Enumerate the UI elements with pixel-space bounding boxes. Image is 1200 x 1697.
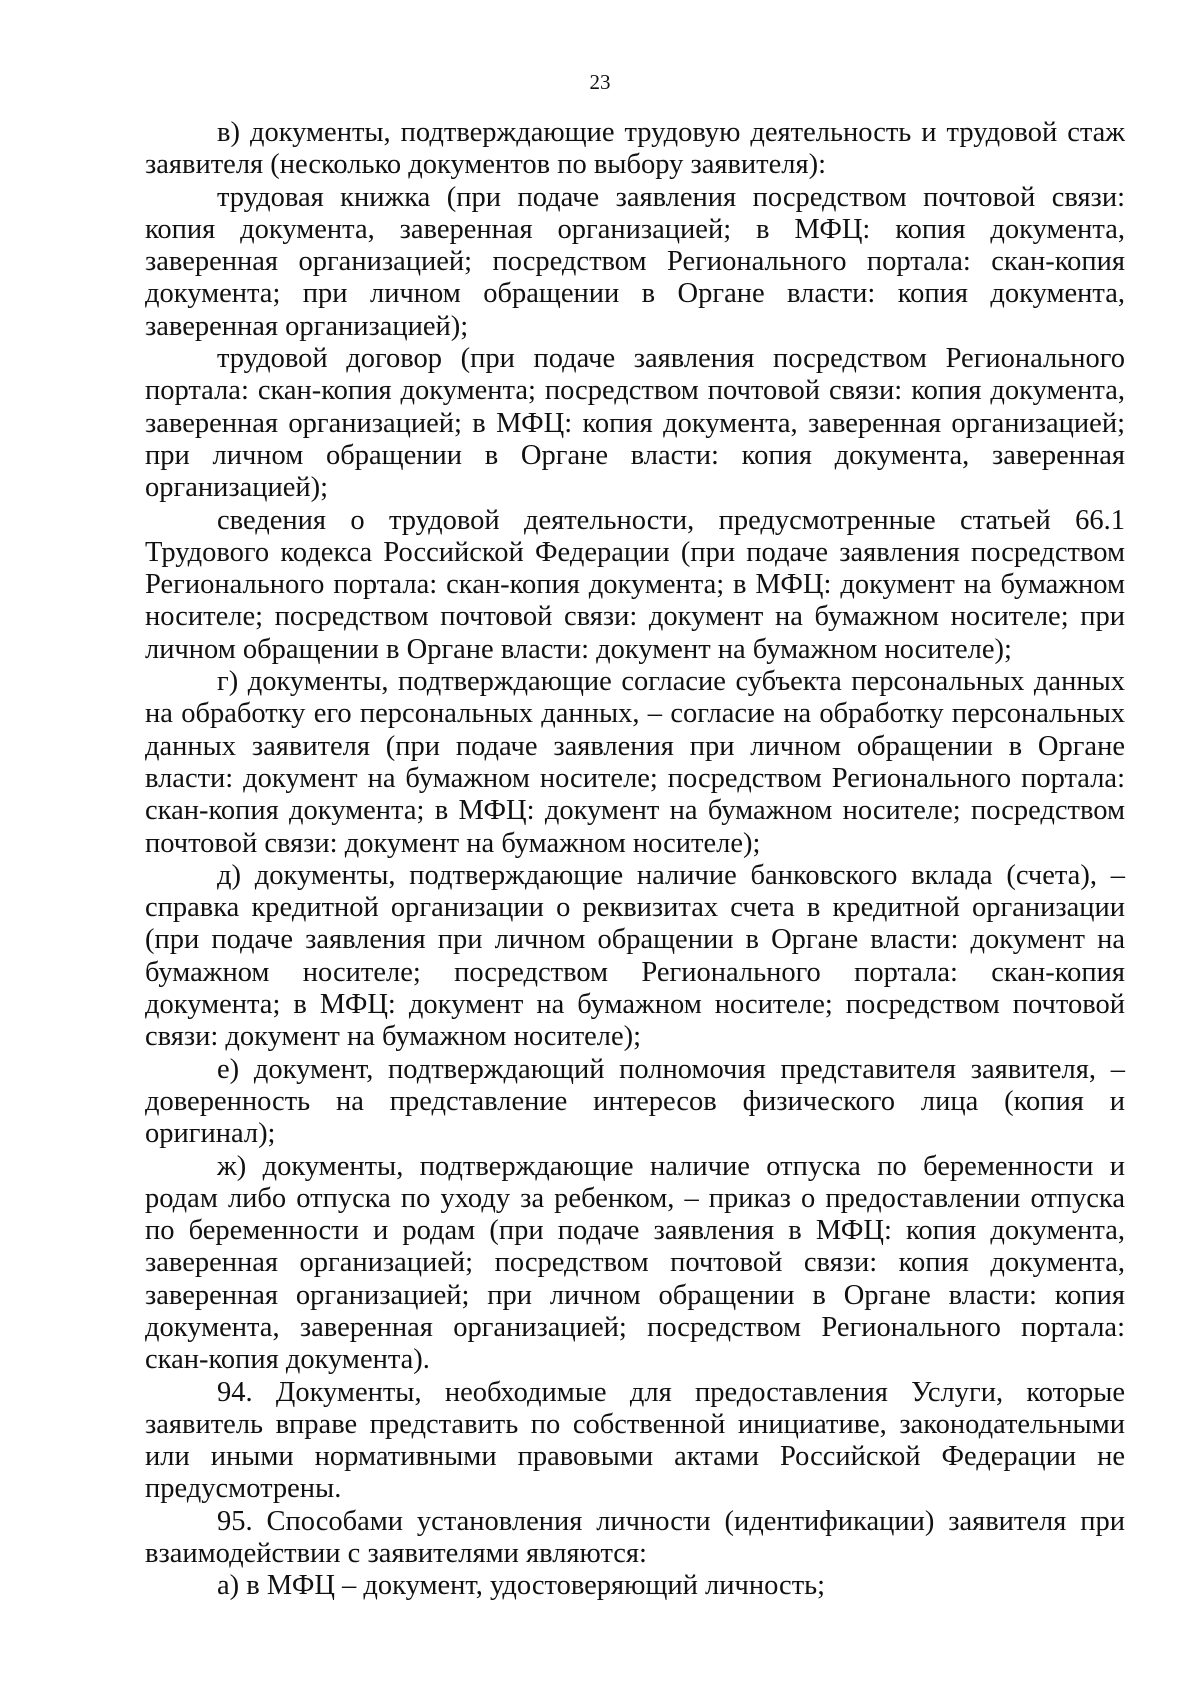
paragraph-labor-book: трудовая книжка (при подаче заявления посредством почтовой связи: копия документа, заверенная организацией; в МФЦ: копия документа, заверенная организацией; посредством Регионального портала: скан-копия документа; при личном обращении в Органе власти: копия документа, заверенная организацией);	[145, 181, 1125, 342]
page-number: 23	[589, 70, 611, 94]
paragraph-95: 95. Способами установления личности (идентификации) заявителя при взаимодействии с заявителями являются:	[145, 1505, 1125, 1570]
paragraph-item-v: в) документы, подтверждающие трудовую деятельность и трудовой стаж заявителя (несколько документов по выбору заявителя):	[145, 117, 1125, 181]
paragraph-item-zh: ж) документы, подтверждающие наличие отпуска по беременности и родам либо отпуска по уходу за ребенком, – приказ о предоставлении отпуска по беременности и родам (при подаче заявления в МФЦ: копия документа, заверенная организацией; посредством почтовой связи: копия документа, заверенная организацией; при личном обращении в Органе власти: копия документа, заверенная организацией; посредством Регионального портала: скан-копия документа).	[145, 1150, 1125, 1376]
paragraph-94: 94. Документы, необходимые для предоставления Услуги, которые заявитель вправе представить по собственной инициативе, законодательными или иными нормативными правовыми актами Российской Федерации не предусмотрены.	[145, 1376, 1125, 1505]
paragraph-item-d: д) документы, подтверждающие наличие банковского вклада (счета), – справка кредитной организации о реквизитах счета в кредитной организации (при подаче заявления при личном обращении в Органе власти: документ на бумажном носителе; посредством Регионального портала: скан-копия документа; в МФЦ: документ на бумажном носителе; посредством почтовой связи: документ на бумажном носителе);	[145, 859, 1125, 1053]
document-body	[145, 117, 1125, 1603]
paragraph-labor-contract: трудовой договор (при подаче заявления посредством Регионального портала: скан-копия документа; посредством почтовой связи: копия документа, заверенная организацией; в МФЦ: копия документа, заверенная организацией; при личном обращении в Органе власти: копия документа, заверенная организацией);	[145, 343, 1125, 504]
paragraph-item-g: г) документы, подтверждающие согласие субъекта персональных данных на обработку его персональных данных, – согласие на обработку персональных данных заявителя (при подаче заявления при личном обращении в Органе власти: документ на бумажном носителе; посредством Регионального портала: скан-копия документа; в МФЦ: документ на бумажном носителе; посредством почтовой связи: документ на бумажном носителе);	[145, 666, 1125, 859]
paragraph-item-a: а) в МФЦ – документ, удостоверяющий личность;	[217, 1570, 826, 1602]
paragraph-labor-info: сведения о трудовой деятельности, предусмотренные статьей 66.1 Трудового кодекса Российской Федерации (при подаче заявления посредством Регионального портала: скан-копия документа; в МФЦ: документ на бумажном носителе; посредством почтовой связи: документ на бумажном носителе; при личном обращении в Органе власти: документ на бумажном носителе);	[145, 504, 1125, 665]
paragraph-item-e: е) документ, подтверждающий полномочия представителя заявителя, – доверенность на представление интересов физического лица (копия и оригинал);	[145, 1053, 1125, 1150]
